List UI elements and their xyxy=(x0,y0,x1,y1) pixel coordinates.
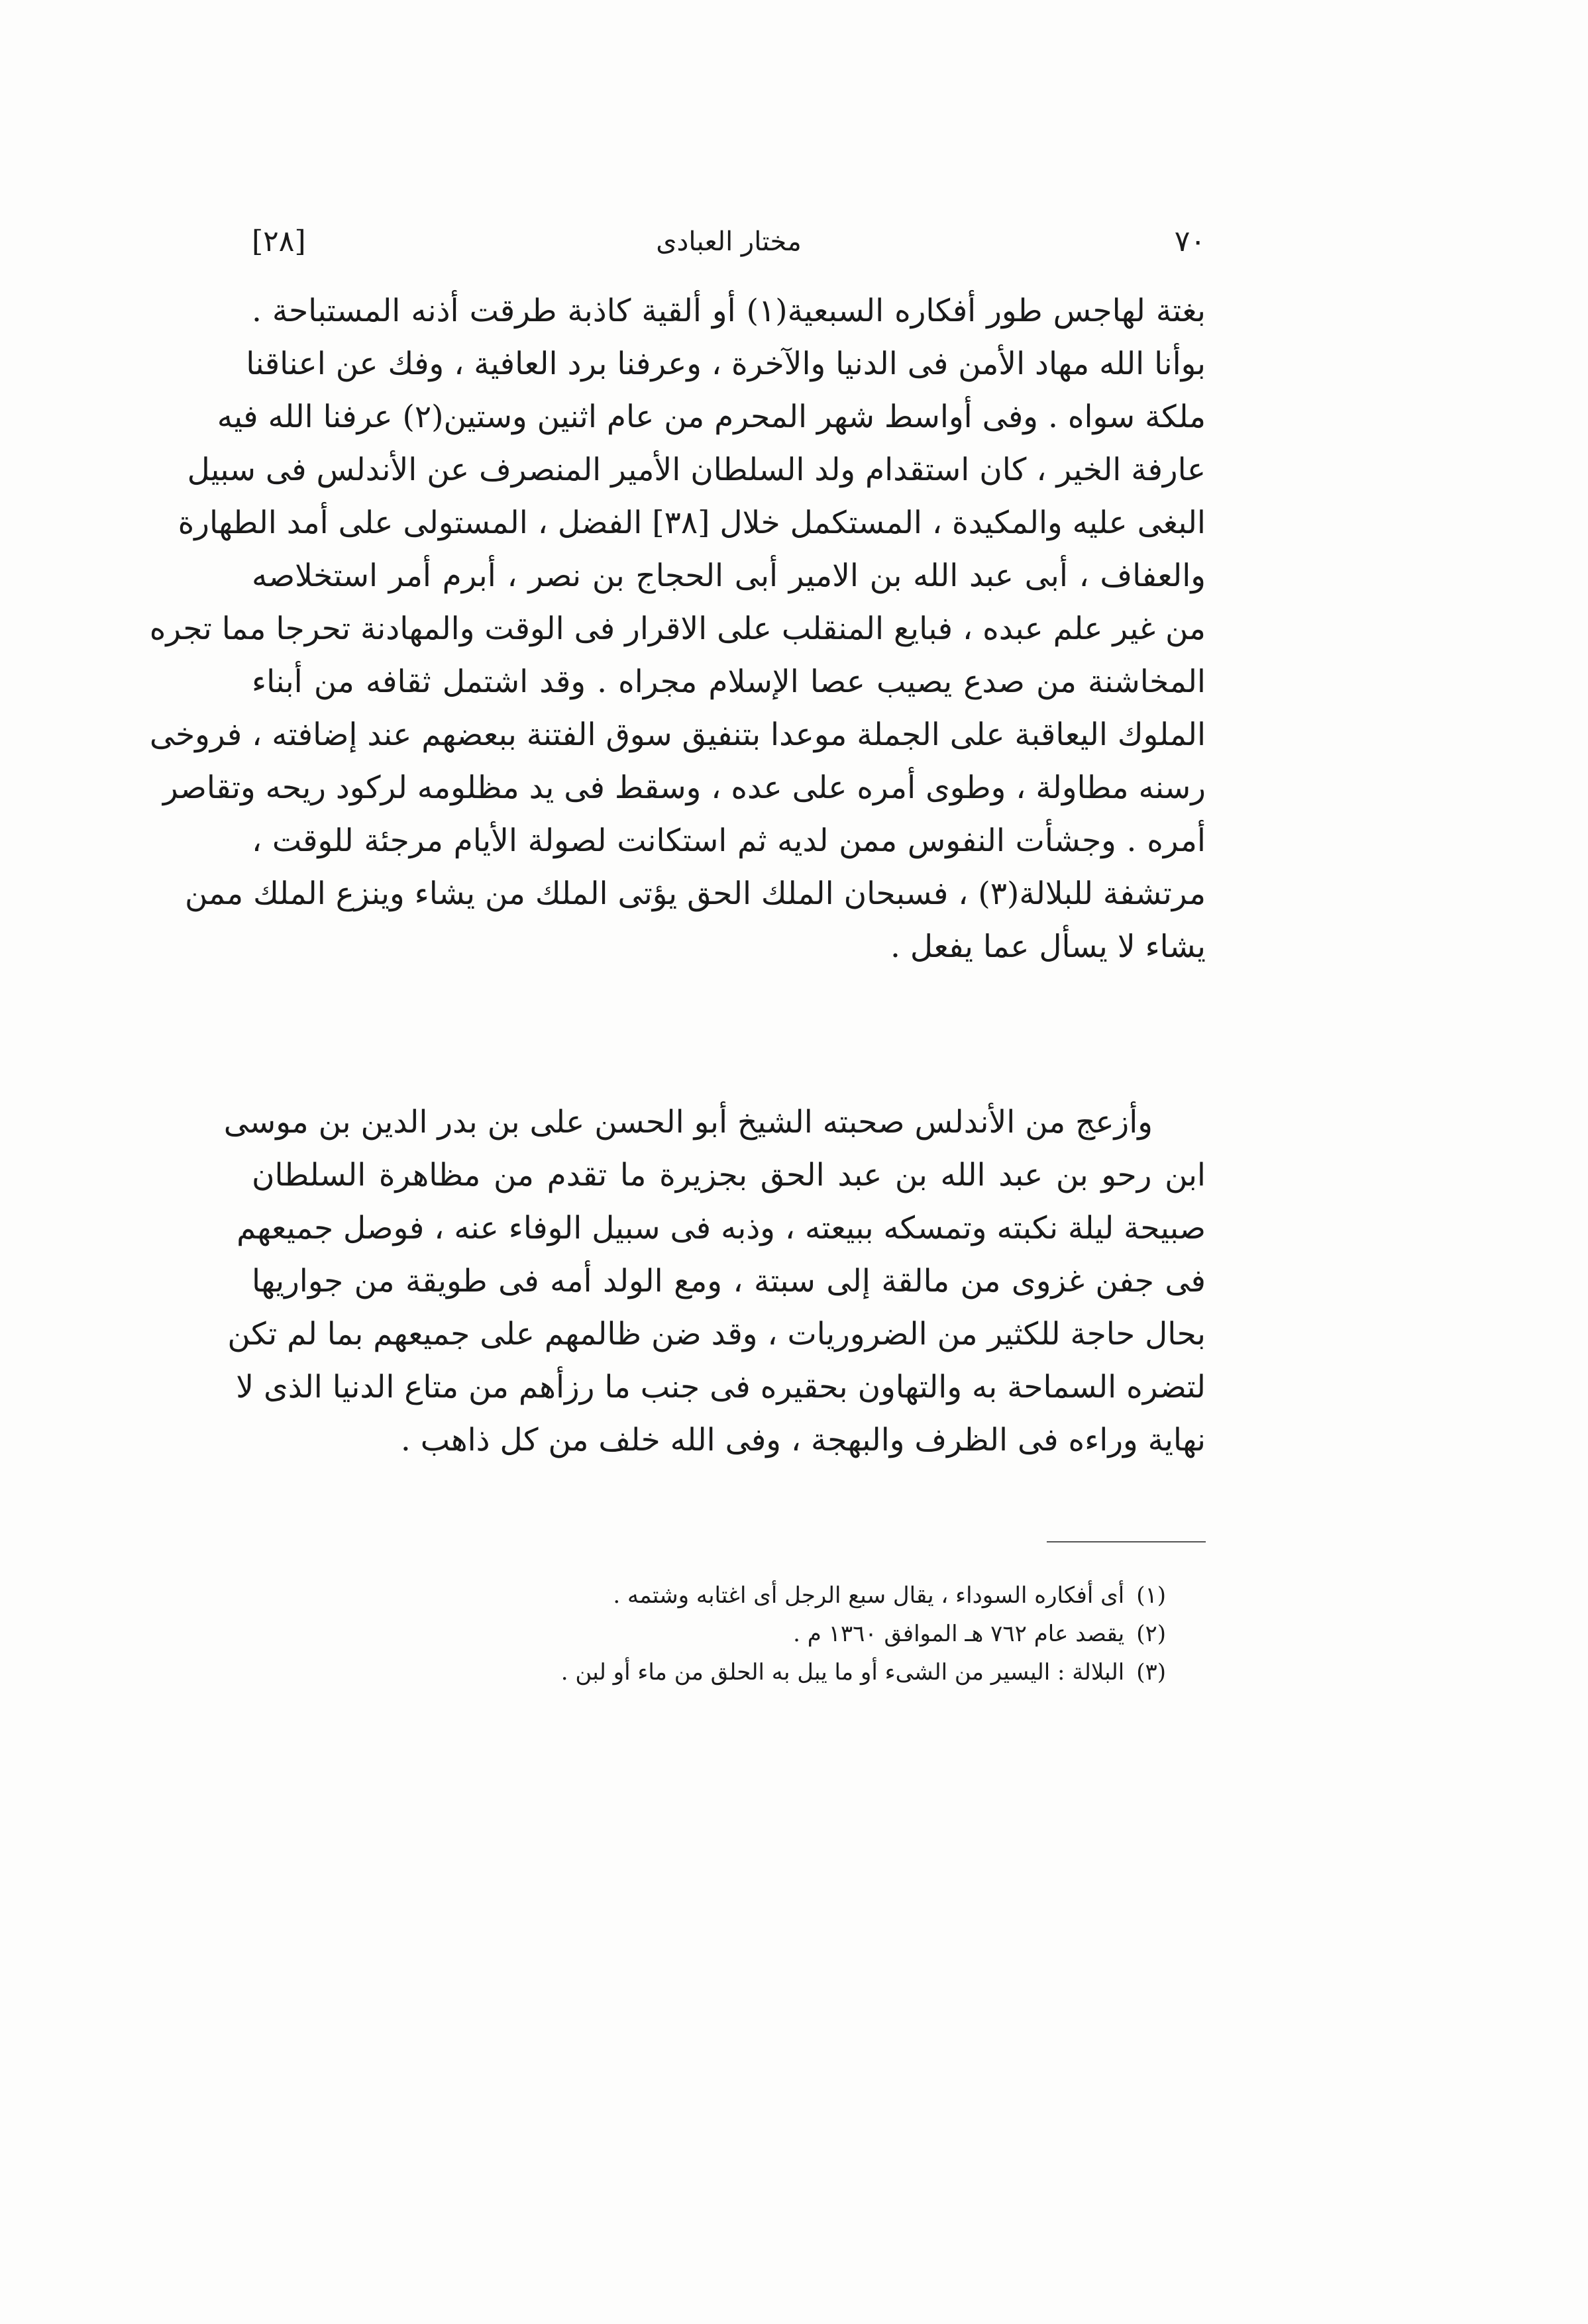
footnote-text: يقصد عام ٧٦٢ هـ الموافق ١٣٦٠ م . xyxy=(793,1621,1125,1647)
text-line: نهاية وراءه فى الظرف والبهجة ، وفى الله خلف من كل ذاهب . xyxy=(400,1422,1206,1458)
text-line: يشاء لا يسأل عما يفعل . xyxy=(890,929,1206,965)
text-line: وأزعج من الأندلس صحبته الشيخ أبو الحسن على بن بدر الدين بن موسى xyxy=(223,1104,1153,1140)
folio-number: [٢٨] xyxy=(252,225,306,258)
text-line: فى جفن غزوى من مالقة إلى سبتة ، ومع الولد أمه فى طويقة من جواريها xyxy=(252,1263,1206,1299)
text-line: أمره . وجشأت النفوس ممن لديه ثم استكانت لصولة الأيام مرجئة للوقت ، xyxy=(252,823,1206,859)
paragraph-2 xyxy=(223,1096,1206,1467)
text-line: الملوك اليعاقبة على الجملة موعدا بتنفيق سوق الفتنة ببعضهم عند إضافته ، فروخى xyxy=(149,717,1206,753)
footnote-number: (٢) xyxy=(1136,1621,1166,1647)
running-header xyxy=(252,219,1206,265)
footnote xyxy=(252,1576,1206,1615)
text-line: البغى عليه والمكيدة ، المستكمل خلال [٣٨] الفضل ، المستولى على أمد الطهارة xyxy=(178,505,1206,541)
footnote-number: (٣) xyxy=(1136,1659,1166,1686)
footnote-separator xyxy=(1047,1541,1206,1542)
text-line: ملكة سواه . وفى أواسط شهر المحرم من عام اثنين وستين(٢) عرفنا الله فيه xyxy=(217,399,1206,435)
text-line: بحال حاجة للكثير من الضروريات ، وقد ضن ظالمهم على جميعهم بما لم تكن xyxy=(227,1316,1206,1352)
running-title: مختار العبادى xyxy=(656,227,802,257)
text-line: مرتشفة للبلالة(٣) ، فسبحان الملك الحق يؤتى الملك من يشاء وينزع الملك ممن xyxy=(185,876,1206,912)
footnote-number: (١) xyxy=(1136,1582,1166,1609)
text-line: صبيحة ليلة نكبته وتمسكه ببيعته ، وذبه فى سبيل الوفاء عنه ، فوصل جميعهم xyxy=(237,1210,1206,1246)
footnote xyxy=(252,1615,1206,1653)
text-line: ابن رحو بن عبد الله بن عبد الحق بجزيرة ما تقدم من مظاهرة السلطان xyxy=(252,1157,1206,1193)
text-line: بغتة لهاجس طور أفكاره السبعية(١) أو ألقية كاذبة طرقت أذنه المستباحة . xyxy=(252,293,1206,329)
text-line: والعفاف ، أبى عبد الله بن الامير أبى الحجاج بن نصر ، أبرم أمر استخلاصه xyxy=(252,558,1206,594)
footnote-text: أى أفكاره السوداء ، يقال سبع الرجل أى اغتابه وشتمه . xyxy=(613,1582,1125,1609)
footnotes xyxy=(252,1576,1206,1692)
page-number: ٧٠ xyxy=(1174,225,1206,258)
footnote xyxy=(252,1653,1206,1692)
text-line: رسنه مطاولة ، وطوى أمره على عده ، وسقط فى يد مظلومه لركود ريحه وتقاصر xyxy=(163,770,1206,806)
text-line: لتضره السماحة به والتهاون بحقيره فى جنب ما رزأهم من متاع الدنيا الذى لا xyxy=(236,1369,1206,1405)
text-line: المخاشنة من صدع يصيب عصا الإسلام مجراه . وقد اشتمل ثقافه من أبناء xyxy=(252,664,1206,700)
text-line: عارفة الخير ، كان استقدام ولد السلطان الأمير المنصرف عن الأندلس فى سبيل xyxy=(187,452,1206,488)
paragraph-1 xyxy=(149,285,1206,974)
text-line: بوأنا الله مهاد الأمن فى الدنيا والآخرة ، وعرفنا برد العافية ، وفك عن اعناقنا xyxy=(246,346,1206,382)
text-line: من غير علم عبده ، فبايع المنقلب على الاقرار فى الوقت والمهادنة تحرجا مما تجره xyxy=(149,611,1206,647)
footnote-text: البلالة : اليسير من الشىء أو ما يبل به الحلق من ماء أو لبن . xyxy=(560,1659,1125,1686)
